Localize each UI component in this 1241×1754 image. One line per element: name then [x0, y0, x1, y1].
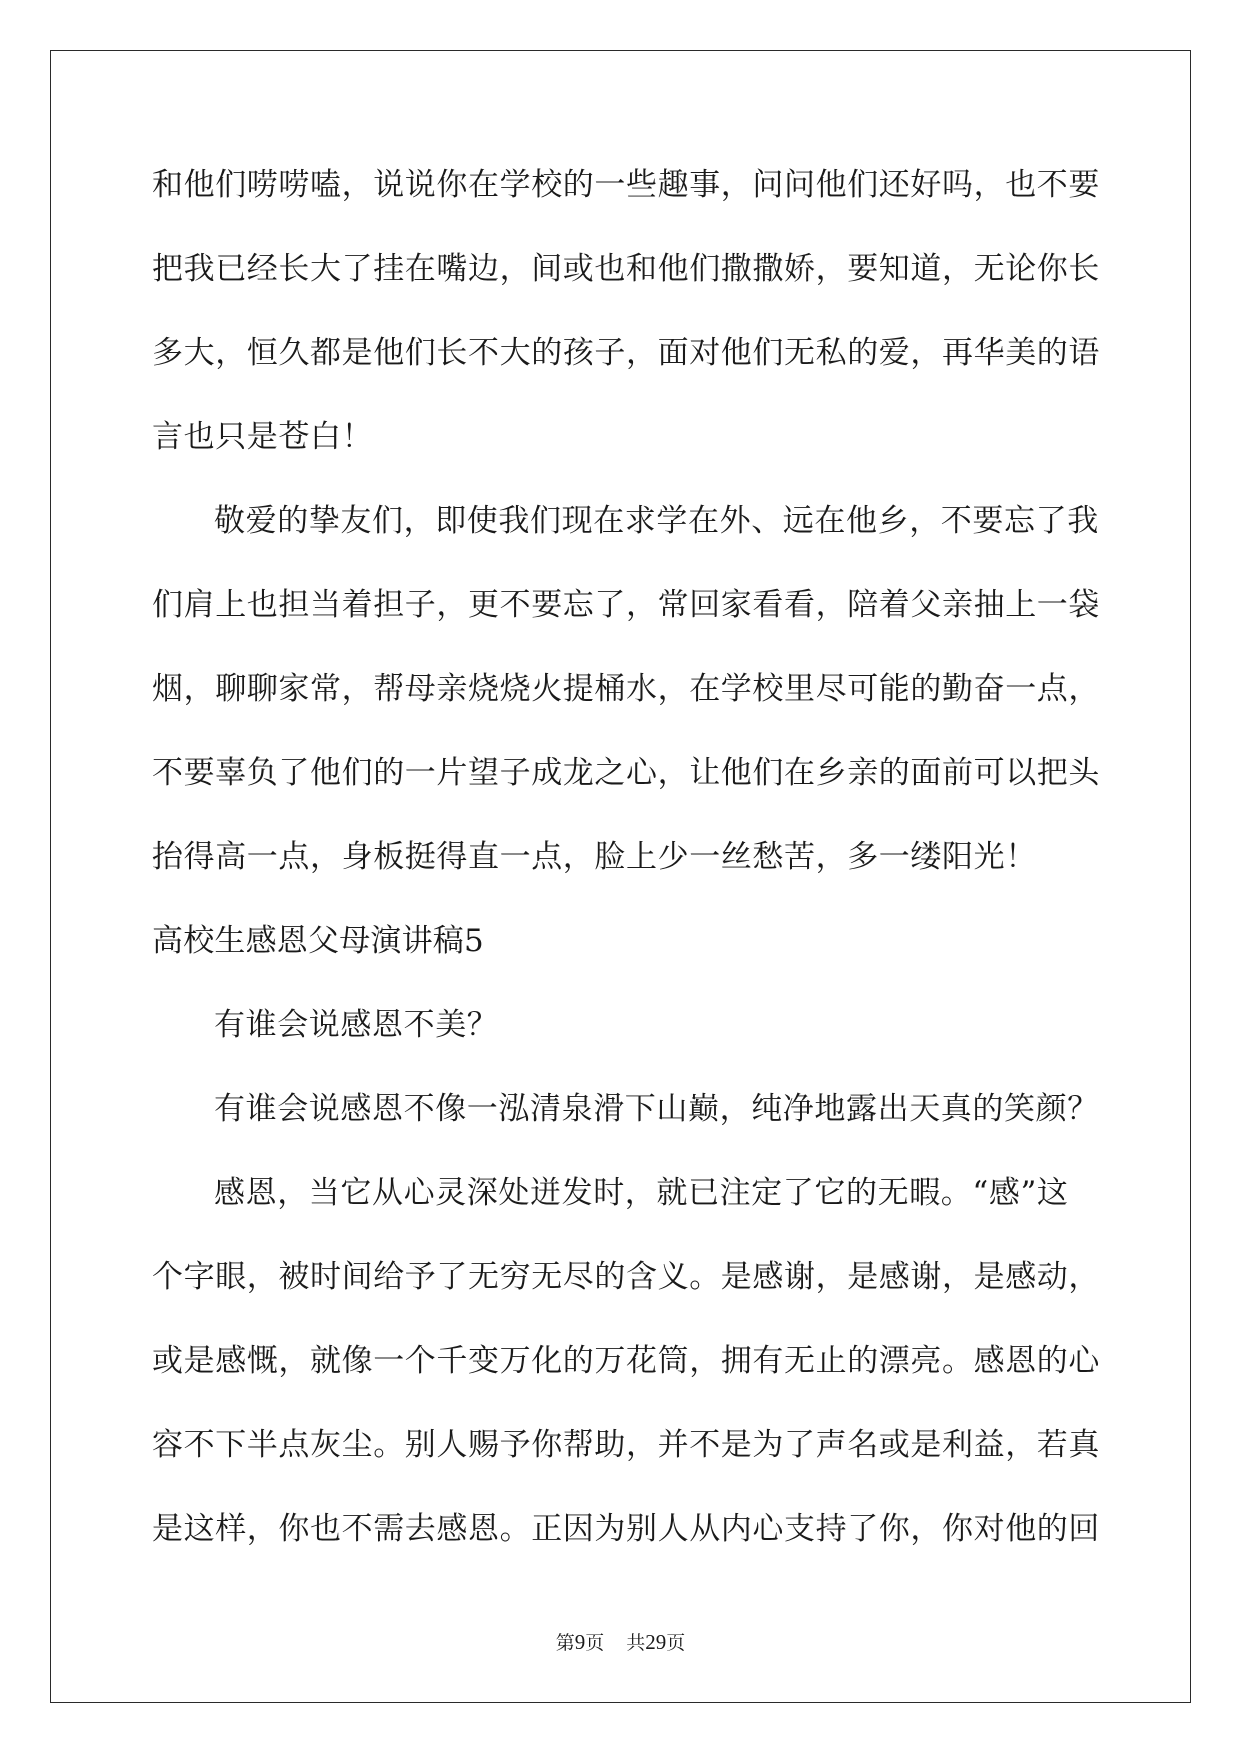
paragraph-line: 个字眼，被时间给予了无穷无尽的含义。是感谢，是感谢，是感动， — [152, 1259, 1100, 1295]
paragraph-line: 抬得高一点，身板挺得直一点，脸上少一丝愁苦，多一缕阳光！ — [152, 839, 1037, 875]
paragraph-line: 是这样，你也不需去感恩。正因为别人从内心支持了你，你对他的回 — [152, 1511, 1100, 1547]
paragraph-line: 敬爱的挚友们，即使我们现在求学在外、远在他乡，不要忘了我 — [214, 503, 1099, 539]
paragraph-line: 把我已经长大了挂在嘴边，间或也和他们撒撒娇，要知道，无论你长 — [152, 251, 1100, 287]
footer-page-total: 29 — [645, 1630, 667, 1654]
footer-page-current: 9 — [574, 1630, 586, 1654]
paragraph-line: 不要辜负了他们的一片望子成龙之心，让他们在乡亲的面前可以把头 — [152, 755, 1100, 791]
footer-page-suffix: 页 — [585, 1632, 605, 1654]
paragraph-line: 言也只是苍白！ — [152, 419, 374, 455]
paragraph-line: 或是感慨，就像一个千变万化的万花筒，拥有无止的漂亮。感恩的心 — [152, 1343, 1100, 1379]
paragraph-line: 容不下半点灰尘。别人赐予你帮助，并不是为了声名或是利益，若真 — [152, 1427, 1100, 1463]
paragraph-line: 和他们唠唠嗑，说说你在学校的一些趣事，问问他们还好吗，也不要 — [152, 167, 1100, 203]
paragraph-line: 有谁会说感恩不美？ — [214, 1007, 499, 1043]
paragraph — [152, 159, 1100, 495]
paragraph-line: 感恩，当它从心灵深处迸发时，就已注定了它的无暇。“感”这 — [214, 1175, 1069, 1211]
footer-total-suffix: 页 — [666, 1632, 686, 1654]
paragraph — [152, 1167, 1100, 1587]
footer-page-prefix: 第 — [555, 1632, 575, 1654]
paragraph-line: 有谁会说感恩不像一泓清泉滑下山巅，纯净地露出天真的笑颜？ — [214, 1091, 1099, 1127]
heading-text: 高校生感恩父母演讲稿5 — [152, 923, 484, 959]
paragraph-line: 多大，恒久都是他们长不大的孩子，面对他们无私的爱，再华美的语 — [152, 335, 1100, 371]
paragraph — [152, 999, 1092, 1083]
paragraph — [152, 495, 1100, 915]
paragraph — [152, 1083, 1099, 1167]
page-footer — [0, 1628, 1241, 1655]
footer-total-prefix: 共 — [626, 1632, 646, 1654]
section-heading — [152, 915, 1092, 999]
paragraph-line: 烟，聊聊家常，帮母亲烧烧火提桶水，在学校里尽可能的勤奋一点， — [152, 671, 1100, 707]
paragraph-line: 们肩上也担当着担子，更不要忘了，常回家看看，陪着父亲抽上一袋 — [152, 587, 1100, 623]
document-body — [152, 159, 1100, 1587]
